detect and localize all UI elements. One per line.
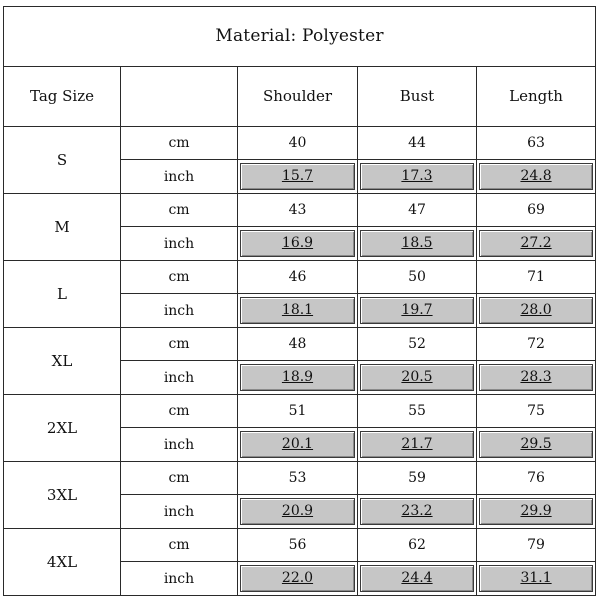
unit-label-cm: cm [121, 193, 238, 227]
header-bust: Bust [358, 66, 477, 126]
bust-inch-cell [358, 495, 477, 529]
length-cm-value: 63 [477, 126, 596, 160]
length-cm-value: 71 [477, 260, 596, 294]
table-row-xl-cm [4, 327, 596, 361]
unit-label-cm: cm [121, 327, 238, 361]
length-inch-cell [477, 294, 596, 328]
bust-inch-cell [358, 227, 477, 261]
length-inch-cell [477, 562, 596, 596]
shoulder-cm-value: 51 [238, 394, 358, 428]
bust-inch-cell [358, 361, 477, 395]
unit-label-cm: cm [121, 126, 238, 160]
shoulder-inch-cell [238, 428, 358, 462]
bust-inch-value: 18.5 [360, 230, 474, 257]
length-cm-value: 72 [477, 327, 596, 361]
length-inch-value: 31.1 [479, 565, 593, 592]
shoulder-inch-value: 20.9 [240, 498, 355, 525]
table-row-3xl-cm [4, 461, 596, 495]
size-chart-table [3, 6, 596, 596]
unit-label-cm: cm [121, 461, 238, 495]
bust-inch-cell [358, 160, 477, 194]
shoulder-inch-value: 16.9 [240, 230, 355, 257]
shoulder-cm-value: 48 [238, 327, 358, 361]
length-inch-cell [477, 428, 596, 462]
length-inch-value: 29.9 [479, 498, 593, 525]
shoulder-inch-cell [238, 160, 358, 194]
unit-label-inch: inch [121, 562, 238, 596]
bust-inch-value: 19.7 [360, 297, 474, 324]
bust-cm-value: 59 [358, 461, 477, 495]
shoulder-cm-value: 43 [238, 193, 358, 227]
bust-inch-cell [358, 428, 477, 462]
unit-label-inch: inch [121, 294, 238, 328]
length-inch-cell [477, 227, 596, 261]
unit-label-inch: inch [121, 495, 238, 529]
shoulder-inch-value: 18.9 [240, 364, 355, 391]
table-row-l-cm [4, 260, 596, 294]
unit-label-inch: inch [121, 160, 238, 194]
length-inch-cell [477, 495, 596, 529]
table-row-4xl-cm [4, 528, 596, 562]
bust-inch-value: 17.3 [360, 163, 474, 190]
length-inch-value: 27.2 [479, 230, 593, 257]
length-cm-value: 76 [477, 461, 596, 495]
bust-inch-value: 24.4 [360, 565, 474, 592]
header-tag-size: Tag Size [4, 66, 121, 126]
length-cm-value: 69 [477, 193, 596, 227]
length-inch-value: 29.5 [479, 431, 593, 458]
shoulder-inch-cell [238, 294, 358, 328]
size-label: XL [4, 327, 121, 394]
size-label: 2XL [4, 394, 121, 461]
shoulder-inch-value: 20.1 [240, 431, 355, 458]
shoulder-inch-cell [238, 562, 358, 596]
bust-cm-value: 44 [358, 126, 477, 160]
length-inch-cell [477, 361, 596, 395]
shoulder-inch-cell [238, 227, 358, 261]
material-title: Material: Polyester [4, 7, 596, 67]
bust-cm-value: 55 [358, 394, 477, 428]
bust-cm-value: 52 [358, 327, 477, 361]
length-cm-value: 75 [477, 394, 596, 428]
shoulder-cm-value: 40 [238, 126, 358, 160]
length-inch-cell [477, 160, 596, 194]
bust-inch-value: 23.2 [360, 498, 474, 525]
bust-cm-value: 62 [358, 528, 477, 562]
unit-label-cm: cm [121, 260, 238, 294]
unit-label-cm: cm [121, 528, 238, 562]
shoulder-cm-value: 46 [238, 260, 358, 294]
table-row-s-cm [4, 126, 596, 160]
unit-label-inch: inch [121, 227, 238, 261]
bust-inch-cell [358, 562, 477, 596]
unit-label-inch: inch [121, 361, 238, 395]
length-inch-value: 24.8 [479, 163, 593, 190]
header-unit [121, 66, 238, 126]
size-label: L [4, 260, 121, 327]
length-inch-value: 28.3 [479, 364, 593, 391]
shoulder-inch-cell [238, 361, 358, 395]
shoulder-inch-value: 18.1 [240, 297, 355, 324]
table-row-m-cm [4, 193, 596, 227]
unit-label-cm: cm [121, 394, 238, 428]
bust-inch-value: 21.7 [360, 431, 474, 458]
size-label: 3XL [4, 461, 121, 528]
bust-cm-value: 47 [358, 193, 477, 227]
bust-inch-value: 20.5 [360, 364, 474, 391]
length-cm-value: 79 [477, 528, 596, 562]
table-row-2xl-cm [4, 394, 596, 428]
bust-cm-value: 50 [358, 260, 477, 294]
header-shoulder: Shoulder [238, 66, 358, 126]
shoulder-inch-value: 15.7 [240, 163, 355, 190]
shoulder-cm-value: 56 [238, 528, 358, 562]
header-row [4, 66, 596, 126]
size-label: S [4, 126, 121, 193]
size-label: M [4, 193, 121, 260]
header-length: Length [477, 66, 596, 126]
shoulder-cm-value: 53 [238, 461, 358, 495]
shoulder-inch-value: 22.0 [240, 565, 355, 592]
size-label: 4XL [4, 528, 121, 595]
unit-label-inch: inch [121, 428, 238, 462]
shoulder-inch-cell [238, 495, 358, 529]
length-inch-value: 28.0 [479, 297, 593, 324]
bust-inch-cell [358, 294, 477, 328]
